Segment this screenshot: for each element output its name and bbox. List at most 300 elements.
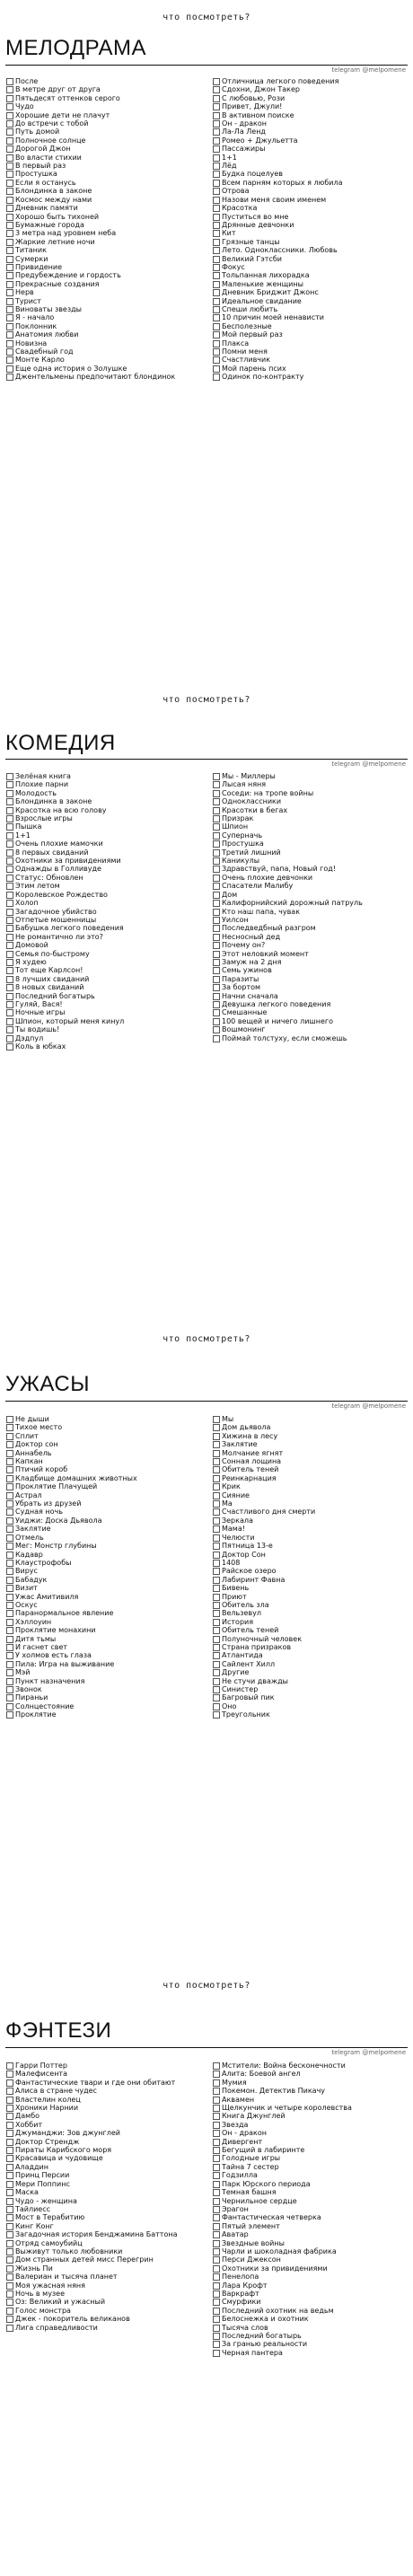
checklist-item[interactable]: Обитель теней bbox=[212, 1465, 408, 1473]
checklist-item[interactable]: Ночь в музее bbox=[5, 2290, 205, 2298]
checklist-item[interactable]: Годзилла bbox=[212, 2171, 408, 2179]
telegram-watermark: telegram @melpomene bbox=[331, 760, 406, 768]
checklist-item[interactable]: Мы bbox=[212, 1415, 408, 1423]
checklist-item[interactable]: Загадочная история Бенджамина Баттона bbox=[5, 2230, 205, 2238]
checklist-item[interactable]: Синистер bbox=[212, 1685, 408, 1693]
checklist-item[interactable]: Челюсти bbox=[212, 1534, 408, 1542]
checklist-item[interactable]: Девушка легкого поведения bbox=[212, 1000, 408, 1008]
checklist-item[interactable]: Проклятие монахини bbox=[5, 1626, 205, 1634]
checklist-item[interactable]: Свадебный год bbox=[5, 347, 205, 356]
checklist-item[interactable]: Багровый пик bbox=[212, 1693, 408, 1701]
checklist-item[interactable]: Я худею bbox=[5, 958, 205, 966]
checklist-item[interactable]: Дэдпул bbox=[5, 1034, 205, 1042]
checklist-right bbox=[212, 1415, 408, 1719]
section-kicker: что посмотреть? bbox=[163, 1334, 250, 1344]
checklist-item[interactable]: Третий лишний bbox=[212, 848, 408, 857]
checklist-item[interactable]: Этим летом bbox=[5, 882, 205, 890]
title-rule bbox=[5, 759, 408, 760]
checklist-item[interactable]: Лето. Одноклассники. Любовь bbox=[212, 246, 408, 254]
checklist-item[interactable]: Сонная лощина bbox=[212, 1457, 408, 1465]
checklist-item[interactable]: Алиса в стране чудес bbox=[5, 2087, 205, 2095]
checklist-item[interactable]: Обитель зла bbox=[212, 1601, 408, 1609]
checklist-item[interactable]: Ужас Амитивиля bbox=[5, 1593, 205, 1601]
checklist-item[interactable]: Проклятие Плачущей bbox=[5, 1482, 205, 1490]
checklist-item[interactable]: Бегущий в лабиринте bbox=[212, 2146, 408, 2154]
checklist-item[interactable]: Сдохни, Джон Такер bbox=[212, 85, 408, 93]
checklist-item[interactable]: Чернильное сердце bbox=[212, 2197, 408, 2205]
checklist-item[interactable]: Одинок по-контракту bbox=[212, 373, 408, 381]
checklist-item[interactable]: Дом дьявола bbox=[212, 1423, 408, 1431]
checklist-item[interactable]: Пила: Игра на выживание bbox=[5, 1660, 205, 1668]
checklist-item[interactable]: Смешанные bbox=[212, 1008, 408, 1016]
checklist-item[interactable]: Звезда bbox=[212, 2121, 408, 2129]
checklist-item[interactable]: Бесполезные bbox=[212, 322, 408, 330]
checklist-left bbox=[5, 772, 205, 1051]
checklist-item[interactable]: Не романтично ли это? bbox=[5, 933, 205, 941]
checklist-item[interactable]: Пассажиры bbox=[212, 145, 408, 153]
genre-title: КОМЕДИЯ bbox=[5, 731, 116, 755]
checklist-item[interactable]: В первый раз bbox=[5, 162, 205, 170]
genre-title: МЕЛОДРАМА bbox=[5, 36, 147, 60]
checklist-item[interactable]: Дивергент bbox=[212, 2138, 408, 2146]
checklist-item[interactable]: Визит bbox=[5, 1584, 205, 1592]
checklist-item[interactable]: Реинкарнация bbox=[212, 1474, 408, 1482]
checklist-item[interactable]: Отпетые мошенницы bbox=[5, 916, 205, 924]
checklist-item[interactable]: Вирус bbox=[5, 1567, 205, 1575]
checklist-item[interactable]: Голос монстра bbox=[5, 2307, 205, 2315]
checklist-item[interactable]: Ма bbox=[212, 1499, 408, 1508]
checklist-item[interactable]: Королевское Рождество bbox=[5, 891, 205, 899]
title-rule bbox=[5, 65, 408, 66]
checklist-item[interactable]: Приют bbox=[212, 1593, 408, 1601]
checklist-item[interactable]: Мы - Миллеры bbox=[212, 772, 408, 780]
checklist-item[interactable]: После bbox=[5, 77, 205, 85]
checklist-item[interactable]: Суперначь bbox=[212, 831, 408, 840]
checklist-item[interactable]: Шпион, который меня кинул bbox=[5, 1017, 205, 1025]
checklist-item[interactable]: Полночное солнце bbox=[5, 136, 205, 145]
checklist-item[interactable]: Статус: Обновлен bbox=[5, 874, 205, 882]
checklist-item[interactable]: Выживут только любовники bbox=[5, 2247, 205, 2255]
checklist-item[interactable]: Отрова bbox=[212, 187, 408, 195]
checklist-item[interactable]: Клаустрофобы bbox=[5, 1559, 205, 1567]
checklist-item[interactable]: Атлантида bbox=[212, 1651, 408, 1659]
checklist-item[interactable]: Джентельмены предпочитают блондинок bbox=[5, 373, 205, 381]
checklist-item[interactable]: 8 первых свиданий bbox=[5, 848, 205, 857]
checklist-right bbox=[212, 77, 408, 382]
checklist-item[interactable]: Кинг Конг bbox=[5, 2222, 205, 2230]
checklist-item[interactable]: Красотка на всю голову bbox=[5, 806, 205, 814]
checklist-item[interactable]: Последведбный разгром bbox=[212, 924, 408, 932]
checklist-item[interactable]: Холоп bbox=[5, 899, 205, 907]
checklist-item[interactable]: Дневник Бриджит Джонс bbox=[212, 288, 408, 296]
title-rule bbox=[5, 2047, 408, 2048]
checklist-item[interactable]: Тот еще Карлсон! bbox=[5, 966, 205, 974]
checklist-item[interactable]: Райское озеро bbox=[212, 1567, 408, 1575]
checklist-item[interactable]: Коль в юбках bbox=[5, 1042, 205, 1051]
checklist-item[interactable]: Помни меня bbox=[212, 347, 408, 356]
checklist-item[interactable]: Полуночный человек bbox=[212, 1635, 408, 1643]
checklist-item[interactable]: Последний богатырь bbox=[212, 2332, 408, 2340]
checklist-item[interactable]: Отличница легкого поведения bbox=[212, 77, 408, 85]
section-kicker: что посмотреть? bbox=[163, 13, 250, 22]
checklist-item[interactable]: Заклятие bbox=[5, 1525, 205, 1533]
checklist-item[interactable]: 10 причин моей ненависти bbox=[212, 313, 408, 321]
checklist-item[interactable]: Одноклассники bbox=[212, 797, 408, 805]
checklist-item[interactable]: 8 лучших свиданий bbox=[5, 975, 205, 983]
checklist-item[interactable]: Тихое место bbox=[5, 1423, 205, 1431]
section-fantasy bbox=[0, 1939, 413, 2576]
checklist-item[interactable]: Фантастическая четверка bbox=[212, 2213, 408, 2221]
checklist-item[interactable]: Вошмонинг bbox=[212, 1025, 408, 1033]
checklist-item[interactable]: Мой первый раз bbox=[212, 330, 408, 338]
checklist-item[interactable]: Последний охотник на ведьм bbox=[212, 2307, 408, 2315]
checklist-item[interactable]: Вельзевул bbox=[212, 1609, 408, 1617]
checklist-item[interactable]: Алита: Боевой ангел bbox=[212, 2070, 408, 2078]
checklist-item[interactable]: Аватар bbox=[212, 2230, 408, 2238]
checklist-item[interactable]: Еще одна история о Золушке bbox=[5, 365, 205, 373]
checklist-item[interactable]: Дрянные девчонки bbox=[212, 221, 408, 229]
checklist-item[interactable]: Призрак bbox=[212, 814, 408, 822]
checklist-item[interactable]: Дом bbox=[212, 891, 408, 899]
checklist-item[interactable]: Поймай толстуху, если сможешь bbox=[212, 1034, 408, 1042]
checklist-item[interactable]: В метре друг от друга bbox=[5, 85, 205, 93]
checklist-item[interactable]: Другие bbox=[212, 1668, 408, 1676]
checklist-item[interactable]: Каникулы bbox=[212, 857, 408, 865]
checklist-item[interactable]: 3 метра над уровнем неба bbox=[5, 229, 205, 237]
checklist-item[interactable]: Хроники Нарнии bbox=[5, 2104, 205, 2112]
checklist-item[interactable]: Уилсон bbox=[212, 916, 408, 924]
checklist-item[interactable]: Взрослые игры bbox=[5, 814, 205, 822]
checklist-item[interactable]: 1408 bbox=[212, 1559, 408, 1567]
checklist-item[interactable]: Ромео + Джульетта bbox=[212, 136, 408, 145]
checklist-item[interactable]: Кладбище домашних животных bbox=[5, 1474, 205, 1482]
checklist-item[interactable]: Аннабель bbox=[5, 1449, 205, 1457]
checklist-item[interactable]: Бумажные города bbox=[5, 221, 205, 229]
checklist-left bbox=[5, 2062, 205, 2332]
checklist-item[interactable]: Фокус bbox=[212, 263, 408, 271]
checklist-item[interactable]: Судная ночь bbox=[5, 1508, 205, 1516]
checklist-item[interactable]: Счастливого дня смерти bbox=[212, 1508, 408, 1516]
checklist-item[interactable]: Черная пантера bbox=[212, 2349, 408, 2357]
checklist-item[interactable]: Монте Карло bbox=[5, 356, 205, 364]
section-kicker: что посмотреть? bbox=[163, 695, 250, 705]
checklist-item[interactable]: За бортом bbox=[212, 983, 408, 991]
checklist-item[interactable]: Гуляй, Вася! bbox=[5, 1000, 205, 1008]
checklist-item[interactable]: Паранормальное явление bbox=[5, 1609, 205, 1617]
checklist-item[interactable]: Убрать из друзей bbox=[5, 1499, 205, 1508]
checklist-item[interactable]: Я - начало bbox=[5, 313, 205, 321]
checklist-item[interactable]: В активном поиске bbox=[212, 111, 408, 119]
checklist-item[interactable]: Темная башня bbox=[212, 2188, 408, 2196]
checklist-item[interactable]: Не дыши bbox=[5, 1415, 205, 1423]
checklist-item[interactable]: Всем парням которых я любила bbox=[212, 179, 408, 187]
checklist-item[interactable]: Лабиринт Фавна bbox=[212, 1576, 408, 1584]
checklist-item[interactable]: Кадавр bbox=[5, 1551, 205, 1559]
title-rule bbox=[5, 1401, 408, 1402]
checklist-item[interactable]: Оскус bbox=[5, 1601, 205, 1609]
section-comedy bbox=[0, 646, 413, 1293]
checklist-item[interactable]: Этот неловкий момент bbox=[212, 950, 408, 958]
checklist-item[interactable]: Охотники за привидениями bbox=[212, 2264, 408, 2273]
checklist-item[interactable]: Идеальное свидание bbox=[212, 297, 408, 305]
checklist-item[interactable]: Мой парень псих bbox=[212, 365, 408, 373]
checklist-item[interactable]: Отряд самоубийц bbox=[5, 2239, 205, 2247]
checklist-item[interactable]: Семья по-быстрому bbox=[5, 950, 205, 958]
checklist-item[interactable]: Титаник bbox=[5, 246, 205, 254]
checklist-item[interactable]: Мег: Монстр глубины bbox=[5, 1542, 205, 1550]
checklist-item[interactable]: Кто наш папа, чувак bbox=[212, 908, 408, 916]
checklist-item[interactable]: Сплит bbox=[5, 1432, 205, 1440]
checklist-item[interactable]: Пятый элемент bbox=[212, 2222, 408, 2230]
checklist-item[interactable]: Треугольник bbox=[212, 1710, 408, 1719]
checklist-item[interactable]: Ла-Ла Ленд bbox=[212, 127, 408, 136]
checklist-item[interactable]: Маска bbox=[5, 2188, 205, 2196]
checklist-item[interactable]: Жаркие летние ночи bbox=[5, 238, 205, 246]
genre-title: УЖАСЫ bbox=[5, 1372, 90, 1396]
checklist-item[interactable]: Предубеждение и гордость bbox=[5, 271, 205, 279]
checklist-item[interactable]: До встречи с тобой bbox=[5, 119, 205, 127]
checklist-item[interactable]: Начни сначала bbox=[212, 992, 408, 1000]
checklist-item[interactable]: Астрал bbox=[5, 1491, 205, 1499]
checklist-item[interactable]: Не стучи дважды bbox=[212, 1677, 408, 1685]
checklist-item[interactable]: Покемон. Детектив Пикачу bbox=[212, 2087, 408, 2095]
checklist-item[interactable]: Лёд bbox=[212, 162, 408, 170]
checklist-item[interactable]: Дневник памяти bbox=[5, 204, 205, 212]
checklist-item[interactable]: Аладдин bbox=[5, 2163, 205, 2171]
checklist-item[interactable]: Проклятие bbox=[5, 1710, 205, 1719]
checklist-item[interactable]: Пенелопа bbox=[212, 2273, 408, 2281]
checklist-item[interactable]: Тольпанная лихорадка bbox=[212, 271, 408, 279]
checklist-item[interactable]: Чудо - женщина bbox=[5, 2197, 205, 2205]
checklist-item[interactable]: Мстители: Война бесконечности bbox=[212, 2062, 408, 2070]
checklist-item[interactable]: Пуститься во мне bbox=[212, 213, 408, 221]
checklist-item[interactable]: Последний богатырь bbox=[5, 992, 205, 1000]
checklist-item[interactable]: Привет, Джули! bbox=[212, 102, 408, 110]
checklist-item[interactable]: Бабадук bbox=[5, 1576, 205, 1584]
checklist-item[interactable]: Калифорнийский дорожный патруль bbox=[212, 899, 408, 907]
checklist-item[interactable]: Простушка bbox=[212, 840, 408, 848]
checklist-item[interactable]: Тайлиесс bbox=[5, 2205, 205, 2213]
checklist-item[interactable]: Мумия bbox=[212, 2079, 408, 2087]
checklist-item[interactable]: Блондинка в законе bbox=[5, 187, 205, 195]
checklist-item[interactable]: Хорошие дети не плачут bbox=[5, 111, 205, 119]
checklist-item[interactable]: Отмель bbox=[5, 1534, 205, 1542]
checklist-item[interactable]: Замуж на 2 дня bbox=[212, 958, 408, 966]
checklist-item[interactable]: Спасатели Малибу bbox=[212, 882, 408, 890]
checklist-item[interactable]: Дом странных детей мисс Перегрин bbox=[5, 2255, 205, 2264]
checklist-item[interactable]: Чудо bbox=[5, 102, 205, 110]
checklist-item[interactable]: Мери Поппинс bbox=[5, 2180, 205, 2188]
checklist-item[interactable]: Поклонник bbox=[5, 322, 205, 330]
checklist-item[interactable]: Голодные игры bbox=[212, 2154, 408, 2162]
checklist-item[interactable]: Тайна 7 сестер bbox=[212, 2163, 408, 2171]
checklist-item[interactable]: Пункт назначения bbox=[5, 1677, 205, 1685]
checklist-item[interactable]: Смурфики bbox=[212, 2298, 408, 2306]
checklist-item[interactable]: Домовой bbox=[5, 941, 205, 949]
checklist-item[interactable]: Зелёная книга bbox=[5, 772, 205, 780]
checklist-item[interactable]: Парк Юрского периода bbox=[212, 2180, 408, 2188]
checklist-item[interactable]: Молчание ягнят bbox=[212, 1449, 408, 1457]
checklist-item[interactable]: Сияние bbox=[212, 1491, 408, 1499]
checklist-item[interactable]: Моя ужасная няня bbox=[5, 2281, 205, 2290]
checklist-item[interactable]: История bbox=[212, 1618, 408, 1626]
checklist-item[interactable]: Пышка bbox=[5, 822, 205, 831]
checklist-item[interactable]: Мост в Терабитию bbox=[5, 2213, 205, 2221]
checklist-item[interactable]: Обитель теней bbox=[212, 1626, 408, 1634]
checklist-item[interactable]: 8 новых свиданий bbox=[5, 983, 205, 991]
checklist-item[interactable]: Красотка bbox=[212, 204, 408, 212]
checklist-item[interactable]: Уиджи: Доска Дьявола bbox=[5, 1517, 205, 1525]
checklist-item[interactable]: Крик bbox=[212, 1482, 408, 1490]
checklist-item[interactable]: Путь домой bbox=[5, 127, 205, 136]
checklist-item[interactable]: Блондинка в законе bbox=[5, 797, 205, 805]
checklist-item[interactable]: Однажды в Голливуде bbox=[5, 865, 205, 873]
checklist-item[interactable]: Бабушка легкого поведения bbox=[5, 924, 205, 932]
checklist-item[interactable]: Виноваты звезды bbox=[5, 305, 205, 313]
checklist-item[interactable]: Пятьдесят оттенков серого bbox=[5, 94, 205, 102]
checklist-item[interactable]: Нерв bbox=[5, 288, 205, 296]
checklist-item[interactable]: Анатомия любви bbox=[5, 330, 205, 338]
checklist-item[interactable]: Властелин колец bbox=[5, 2096, 205, 2104]
checklist-item[interactable]: Бивень bbox=[212, 1584, 408, 1592]
checklist-item[interactable]: Новизна bbox=[5, 339, 205, 347]
checklist-item[interactable]: Эрагон bbox=[212, 2205, 408, 2213]
checklist-item[interactable]: Пираты Карибского моря bbox=[5, 2146, 205, 2154]
checklist-item[interactable]: С любовью, Рози bbox=[212, 94, 408, 102]
checklist-item[interactable]: Птичий короб bbox=[5, 1465, 205, 1473]
checklist-item[interactable]: Шпион bbox=[212, 822, 408, 831]
checklist-item[interactable]: Если я останусь bbox=[5, 179, 205, 187]
checklist-item[interactable]: Мама! bbox=[212, 1525, 408, 1533]
checklist-item[interactable]: Спеши любить bbox=[212, 305, 408, 313]
checklist-item[interactable]: Ночные игры bbox=[5, 1008, 205, 1016]
checklist-item[interactable]: Дорогой Джон bbox=[5, 145, 205, 153]
checklist-item[interactable]: Счастливчик bbox=[212, 356, 408, 364]
checklist-item[interactable]: Солнцестояние bbox=[5, 1702, 205, 1710]
checklist-item[interactable]: Во власти стихии bbox=[5, 154, 205, 162]
checklist-item[interactable]: Жизнь Пи bbox=[5, 2264, 205, 2273]
checklist-item[interactable]: Хижина в лесу bbox=[212, 1432, 408, 1440]
telegram-watermark: telegram @melpomene bbox=[331, 66, 406, 74]
checklist-item[interactable]: Сайлент Хилл bbox=[212, 1660, 408, 1668]
checklist-item[interactable]: Прекрасные создания bbox=[5, 280, 205, 288]
checklist-item[interactable]: Великий Гэтсби bbox=[212, 255, 408, 263]
checklist-item[interactable]: Доктор Сон bbox=[212, 1551, 408, 1559]
checklist-item[interactable]: Перси Джексон bbox=[212, 2255, 408, 2264]
checklist-item[interactable]: Джек - покоритель великанов bbox=[5, 2315, 205, 2323]
checklist-item[interactable]: Он - дракон bbox=[212, 119, 408, 127]
checklist-item[interactable]: Фантастические твари и где они обитают bbox=[5, 2079, 205, 2087]
checklist-item[interactable]: За гранью реальности bbox=[212, 2340, 408, 2348]
checklist-item[interactable]: Здравствуй, папа, Новый год! bbox=[212, 865, 408, 873]
checklist-item[interactable]: Плохие парни bbox=[5, 780, 205, 788]
checklist-left bbox=[5, 77, 205, 382]
checklist-item[interactable]: Космос между нами bbox=[5, 196, 205, 204]
checklist-item[interactable]: Простушка bbox=[5, 170, 205, 178]
checklist-item[interactable]: Ты водишь! bbox=[5, 1025, 205, 1033]
checklist-right bbox=[212, 2062, 408, 2357]
checklist-item[interactable]: Дитя тьмы bbox=[5, 1635, 205, 1643]
checklist-item[interactable]: Привидение bbox=[5, 263, 205, 271]
checklist-item[interactable]: Звездные войны bbox=[212, 2239, 408, 2247]
telegram-watermark: telegram @melpomene bbox=[331, 1402, 406, 1410]
checklist-item[interactable]: Загадочное убийство bbox=[5, 908, 205, 916]
section-kicker: что посмотреть? bbox=[163, 1981, 250, 1991]
checklist-item[interactable]: 1+1 bbox=[5, 831, 205, 840]
checklist-item[interactable]: Лига справедливости bbox=[5, 2324, 205, 2332]
checklist-item[interactable]: Заклятие bbox=[212, 1440, 408, 1448]
checklist-item[interactable]: Гарри Поттер bbox=[5, 2062, 205, 2070]
checklist-item[interactable]: Доктор сон bbox=[5, 1440, 205, 1448]
checklist-item[interactable]: Соседи: на тропе войны bbox=[212, 789, 408, 797]
checklist-item[interactable]: У холмов есть глаза bbox=[5, 1651, 205, 1659]
checklist-item[interactable]: Джуманджи: Зов джунглей bbox=[5, 2129, 205, 2137]
checklist-item[interactable]: Молодость bbox=[5, 789, 205, 797]
checklist-item[interactable]: Сумерки bbox=[5, 255, 205, 263]
checklist-item[interactable]: Книга Джунглей bbox=[212, 2112, 408, 2120]
checklist-item[interactable]: Будка поцелуев bbox=[212, 170, 408, 178]
checklist-item[interactable]: Хоббит bbox=[5, 2121, 205, 2129]
checklist-left bbox=[5, 1415, 205, 1719]
checklist-item[interactable]: Зеркала bbox=[212, 1517, 408, 1525]
checklist-item[interactable]: Почему он? bbox=[212, 941, 408, 949]
checklist-item[interactable]: Маленькие женщины bbox=[212, 280, 408, 288]
checklist-item[interactable]: Грязные танцы bbox=[212, 238, 408, 246]
checklist-item[interactable]: Лара Крофт bbox=[212, 2281, 408, 2290]
checklist-item[interactable]: Аквамен bbox=[212, 2096, 408, 2104]
checklist-item[interactable]: Дамбо bbox=[5, 2112, 205, 2120]
checklist-item[interactable]: Лысая няня bbox=[212, 780, 408, 788]
checklist-item[interactable]: Белоснежка и охотник bbox=[212, 2315, 408, 2323]
checklist-item[interactable]: 100 вещей и ничего лишнего bbox=[212, 1017, 408, 1025]
checklist-item[interactable]: Хорошо быть тихоней bbox=[5, 213, 205, 221]
checklist-item[interactable]: Звонок bbox=[5, 1685, 205, 1693]
checklist-item[interactable]: Хэллоуин bbox=[5, 1618, 205, 1626]
checklist-item[interactable]: Оз: Великий и ужасный bbox=[5, 2298, 205, 2306]
checklist-item[interactable]: Паразиты bbox=[212, 975, 408, 983]
checklist-item[interactable]: Плакса bbox=[212, 339, 408, 347]
checklist-item[interactable]: 1+1 bbox=[212, 154, 408, 162]
checklist-item[interactable]: Тысяча слов bbox=[212, 2324, 408, 2332]
checklist-item[interactable]: Охотники за привидениями bbox=[5, 857, 205, 865]
checklist-item[interactable]: Очень плохие девчонки bbox=[212, 874, 408, 882]
genre-title: ФЭНТЕЗИ bbox=[5, 2018, 112, 2043]
checklist-item[interactable]: Пираньи bbox=[5, 1693, 205, 1701]
checklist-item[interactable]: Красавица и чудовище bbox=[5, 2154, 205, 2162]
checklist-item[interactable]: Мэй bbox=[5, 1668, 205, 1676]
checklist-item[interactable]: Доктор Стрендж bbox=[5, 2138, 205, 2146]
checklist-item[interactable]: Несносный дед bbox=[212, 933, 408, 941]
checklist-item[interactable]: Очень плохие мамочки bbox=[5, 840, 205, 848]
checklist-item[interactable]: Малефисента bbox=[5, 2070, 205, 2078]
checklist-item[interactable]: Валериан и тысяча планет bbox=[5, 2273, 205, 2281]
checklist-item[interactable]: Он - дракон bbox=[212, 2129, 408, 2137]
checklist-item[interactable]: Принц Персии bbox=[5, 2171, 205, 2179]
checklist-item[interactable]: Кит bbox=[212, 229, 408, 237]
checklist-item[interactable]: Пятница 13-е bbox=[212, 1542, 408, 1550]
checklist-item[interactable]: И гаснет свет bbox=[5, 1643, 205, 1651]
checklist-item[interactable]: Оно bbox=[212, 1702, 408, 1710]
checklist-item[interactable]: Страна призраков bbox=[212, 1643, 408, 1651]
checklist-item[interactable]: Щелкунчик и четыре королевства bbox=[212, 2104, 408, 2112]
checklist-item[interactable]: Турист bbox=[5, 297, 205, 305]
checklist-item[interactable]: Варкрафт bbox=[212, 2290, 408, 2298]
checklist-item[interactable]: Капкан bbox=[5, 1457, 205, 1465]
checklist-item[interactable]: Красотки в бегах bbox=[212, 806, 408, 814]
checklist-item[interactable]: Чарли и шоколадная фабрика bbox=[212, 2247, 408, 2255]
checklist-item[interactable]: Семь ужинов bbox=[212, 966, 408, 974]
checklist-item[interactable]: Назови меня своим именем bbox=[212, 196, 408, 204]
